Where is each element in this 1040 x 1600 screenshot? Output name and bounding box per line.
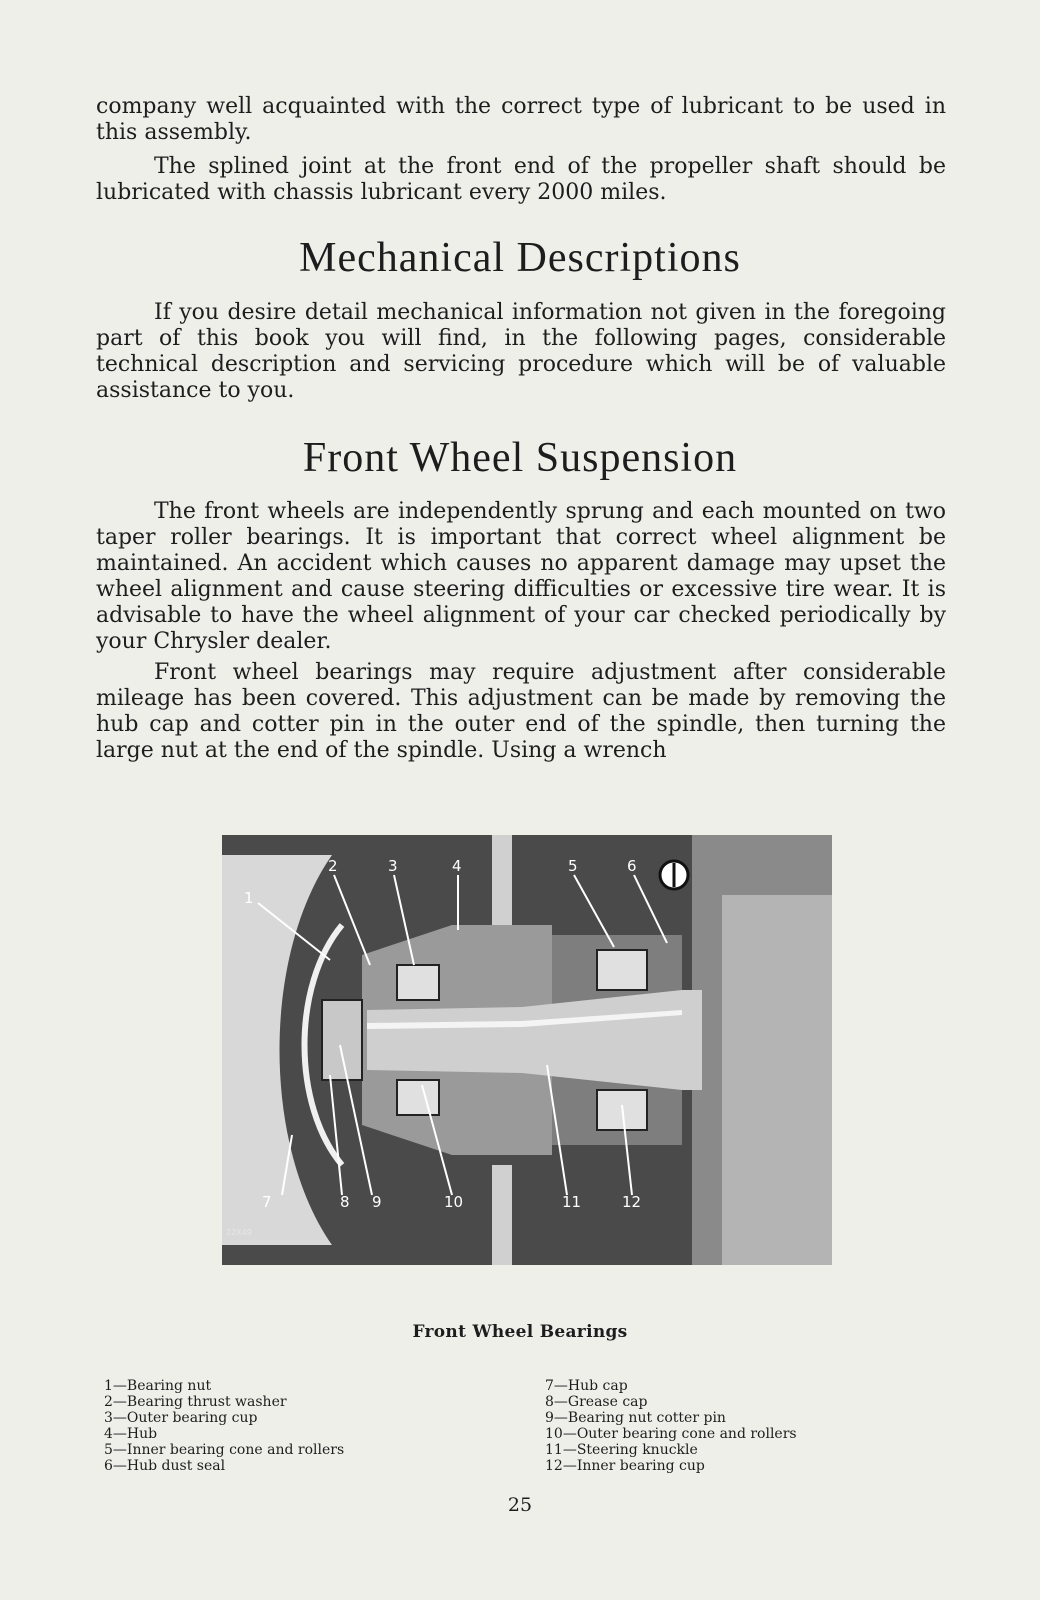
legend-item: 7—Hub cap (545, 1378, 628, 1394)
page-number: 25 (507, 1494, 533, 1516)
figure-code: 22X49 (226, 1228, 252, 1237)
callout-2: 2 (328, 857, 338, 875)
callout-5: 5 (568, 857, 578, 875)
legend-item: 10—Outer bearing cone and rollers (545, 1426, 797, 1442)
callout-4: 4 (452, 857, 462, 875)
callout-8: 8 (340, 1193, 350, 1211)
legend-right (545, 1378, 797, 1474)
legend-item: 5—Inner bearing cone and rollers (104, 1442, 345, 1458)
legend-item: 1—Bearing nut (104, 1378, 212, 1394)
callout-6: 6 (627, 857, 637, 875)
callout-10: 10 (444, 1193, 464, 1211)
legend-left (104, 1378, 344, 1474)
callout-11: 11 (562, 1193, 582, 1211)
paragraph-splined-joint: The splined joint at the front end of the propeller shaft should be lubricated with chassis lubricant every 2000 miles. (96, 154, 946, 205)
callout-9: 9 (372, 1193, 382, 1211)
callout-7: 7 (262, 1193, 272, 1211)
paragraph-mechanical-intro: If you desire detail mechanical information not given in the foregoing part of this book you will find, in the following pages, considerable technical description and servicing procedure which will be of valuable assistance to you. (96, 300, 946, 403)
paragraph-bearing-adjustment: Front wheel bearings may require adjustment after considerable mileage has been covered. This adjustment can be made by removing the hub cap and cotter pin in the outer end of the spindle, then turning the large nut at the end of the spindle. Using a wrench (96, 660, 946, 763)
legend-item: 3—Outer bearing cup (104, 1410, 258, 1426)
callout-1: 1 (244, 889, 254, 907)
legend-item: 6—Hub dust seal (104, 1458, 226, 1474)
legend-item: 4—Hub (104, 1426, 158, 1442)
figure-caption: Front Wheel Bearings (412, 1322, 628, 1342)
legend-item: 2—Bearing thrust washer (104, 1394, 287, 1410)
heading-mechanical-descriptions: Mechanical Descriptions (299, 235, 741, 281)
legend-item: 8—Grease cap (545, 1394, 648, 1410)
callout-12: 12 (622, 1193, 642, 1211)
legend-item: 9—Bearing nut cotter pin (545, 1410, 726, 1426)
callout-3: 3 (388, 857, 398, 875)
heading-front-wheel-suspension: Front Wheel Suspension (302, 435, 738, 481)
legend-item: 12—Inner bearing cup (545, 1458, 705, 1474)
paragraph-wheel-suspension: The front wheels are independently sprung and each mounted on two taper roller bearings. It is important that correct wheel alignment be maintained. An accident which causes no apparent damage may upset the wheel alignment and cause steering difficulties or excessive tire wear. It is advisable to have the wheel alignment of your car checked periodically by your Chrysler dealer. (96, 499, 946, 654)
legend-item: 11—Steering knuckle (545, 1442, 698, 1458)
paragraph-lubricant-continued: company well acquainted with the correct type of lubricant to be used in this assembly. (96, 94, 946, 145)
front-wheel-bearings-illustration (222, 835, 832, 1265)
